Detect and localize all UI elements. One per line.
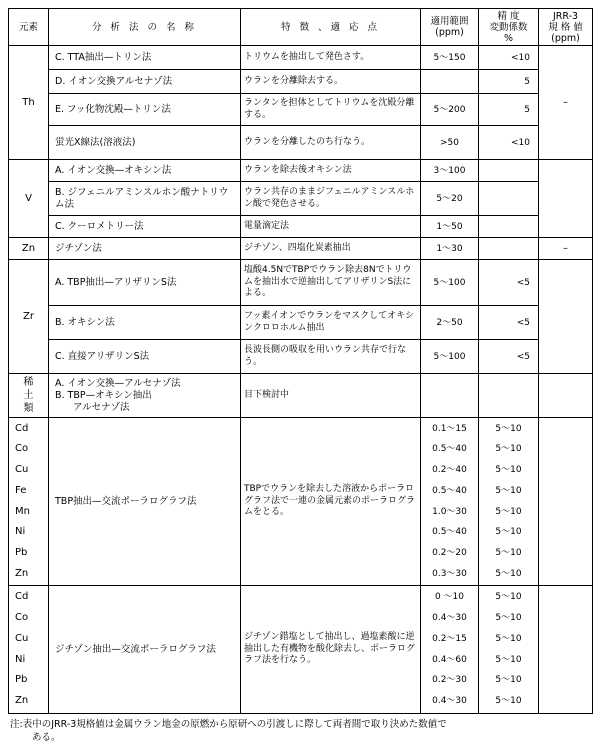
element-list	[9, 587, 48, 711]
element-symbol: Mn	[15, 505, 30, 517]
range-value: 0 〜10	[434, 592, 465, 603]
jrr-cell	[539, 418, 593, 586]
element-symbol: Ni	[15, 653, 26, 665]
header-jrr-line3: (ppm)	[551, 32, 580, 44]
table-row	[9, 182, 593, 216]
table-row	[9, 306, 593, 340]
variation-cell: <10	[479, 126, 539, 160]
header-variation-line2: 変動係数	[489, 21, 528, 33]
method-cell: D. イオン交換アルセナゾ法	[49, 70, 241, 94]
feature-cell: 長波長側の吸収を用いウラン共存で行なう。	[241, 340, 421, 374]
element-list-tbp	[9, 418, 49, 586]
table-row	[9, 418, 593, 586]
variation-value: 5〜10	[495, 675, 522, 686]
range-value: 0.5〜40	[432, 485, 467, 496]
range-value: 0.2〜20	[432, 547, 467, 558]
analysis-methods-table	[8, 8, 593, 714]
variation-cell: 5	[479, 94, 539, 126]
range-value: 0.2〜40	[432, 465, 467, 476]
table-row	[9, 260, 593, 306]
rare-earth-char2: 土	[23, 390, 34, 401]
variation-value: 5〜10	[495, 465, 522, 476]
range-cell	[421, 418, 479, 586]
header-jrr	[539, 9, 593, 46]
variation-value: 5〜10	[495, 485, 522, 496]
rare-earth-method-b: B. TBP—オキシン抽出	[55, 389, 152, 401]
range-cell	[421, 70, 479, 94]
jrr-zr	[539, 260, 593, 374]
method-cell: A. イオン交換—オキシン法	[49, 160, 241, 182]
header-variation-line3: %	[503, 32, 514, 44]
method-cell: C. TTA抽出—トリン法	[49, 46, 241, 70]
feature-cell: ランタンを担体としてトリウムを沈殿分離する。	[241, 94, 421, 126]
jrr-zn: –	[539, 238, 593, 260]
variation-cell	[479, 418, 539, 586]
jrr-th: –	[539, 46, 593, 160]
feature-cell: ウラン共存のままジフェニルアミンスルホン酸で発色させる。	[241, 182, 421, 216]
range-cell: 5〜100	[421, 260, 479, 306]
variation-cell	[479, 586, 539, 714]
footnote-line2: ある。	[32, 732, 61, 743]
table-row	[9, 216, 593, 238]
range-cell	[421, 374, 479, 418]
feature-cell: ウランを分離除去する。	[241, 70, 421, 94]
feature-cell: ウランを除去後オキシン法	[241, 160, 421, 182]
range-value: 0.5〜40	[432, 444, 467, 455]
element-symbol: Zn	[15, 694, 29, 706]
range-cell: 5〜100	[421, 340, 479, 374]
footnote-line1: 注:表中のJRR-3規格値は金属ウラン地金の原燃から原研への引渡しに際して両者間で取り決めた数値で	[10, 719, 447, 730]
variation-cell	[479, 374, 539, 418]
element-symbol: Cd	[15, 422, 29, 434]
element-symbol: Cu	[15, 632, 29, 644]
variation-cell: 5	[479, 70, 539, 94]
table-row	[9, 160, 593, 182]
element-symbol: Co	[15, 612, 29, 624]
method-cell: 蛍光X線法(溶液法)	[49, 126, 241, 160]
variation-cell: <5	[479, 260, 539, 306]
method-cell: ジチゾン抽出—交流ポーラログラフ法	[49, 586, 241, 714]
table-row	[9, 586, 593, 714]
range-cell: 3〜100	[421, 160, 479, 182]
header-row	[9, 9, 593, 46]
element-symbol: Fe	[15, 484, 27, 496]
variation-value: 5〜10	[495, 613, 522, 624]
variation-cell: <5	[479, 306, 539, 340]
range-value: 0.1〜15	[432, 423, 467, 434]
rare-earth-char3: 類	[23, 403, 34, 414]
header-variation-line1: 精 度	[497, 10, 520, 22]
range-cell: >50	[421, 126, 479, 160]
range-cell: 1〜30	[421, 238, 479, 260]
range-value: 0.2〜15	[432, 633, 467, 644]
table-row	[9, 94, 593, 126]
header-range-line2: (ppm)	[435, 27, 464, 38]
footnote	[8, 718, 592, 744]
variation-list	[482, 587, 535, 711]
variation-cell: <10	[479, 46, 539, 70]
header-features: 特 徴 、適 応 点	[241, 9, 421, 46]
element-symbol: Ni	[15, 526, 26, 538]
element-zr: Zr	[9, 260, 49, 374]
header-element: 元素	[9, 9, 49, 46]
header-variation	[479, 9, 539, 46]
jrr-cell	[539, 374, 593, 418]
method-cell: C. クーロメトリー法	[49, 216, 241, 238]
range-list	[424, 587, 475, 711]
feature-cell: TBPでウランを除去した溶液からポーラログラフ法で一連の金属元素のポーラログラムをとる。	[241, 418, 421, 586]
range-value: 0.2〜30	[432, 675, 467, 686]
range-value: 0.4〜30	[432, 695, 467, 706]
range-cell: 1〜50	[421, 216, 479, 238]
element-v: V	[9, 160, 49, 238]
jrr-cell	[539, 586, 593, 714]
range-value: 0.4〜60	[432, 654, 467, 665]
range-cell: 5〜20	[421, 182, 479, 216]
variation-value: 5〜10	[495, 547, 522, 558]
element-symbol: Zn	[15, 567, 29, 579]
variation-cell	[479, 182, 539, 216]
feature-cell: ジチゾン、四塩化炭素抽出	[241, 238, 421, 260]
element-list-dithizone	[9, 586, 49, 714]
jrr-v	[539, 160, 593, 238]
table-row	[9, 340, 593, 374]
header-jrr-line1: JRR-3	[552, 10, 579, 22]
variation-value: 5〜10	[495, 654, 522, 665]
analysis-methods-sheet	[8, 8, 592, 744]
element-th: Th	[9, 46, 49, 160]
method-cell: TBP抽出—交流ポーラログラフ法	[49, 418, 241, 586]
variation-cell	[479, 216, 539, 238]
method-cell: B. ジフェニルアミンスルホン酸ナトリウム法	[49, 182, 241, 216]
table-row	[9, 126, 593, 160]
table-row	[9, 46, 593, 70]
method-cell: ジチゾン法	[49, 238, 241, 260]
table-row	[9, 374, 593, 418]
method-cell: A. TBP抽出—アリザリンS法	[49, 260, 241, 306]
range-value: 0.3〜30	[432, 568, 467, 579]
header-method: 分 析 法 の 名 称	[49, 9, 241, 46]
feature-cell: トリウムを抽出して発色さす。	[241, 46, 421, 70]
element-list	[9, 419, 48, 585]
range-cell	[421, 586, 479, 714]
variation-value: 5〜10	[495, 695, 522, 706]
rare-earth-method-b2: アルセナゾ法	[73, 401, 130, 413]
feature-cell: 目下検討中	[241, 374, 421, 418]
element-symbol: Cu	[15, 464, 29, 476]
range-value: 0.4〜30	[432, 613, 467, 624]
range-value: 1.0〜30	[432, 506, 467, 517]
range-value: 0.5〜40	[432, 527, 467, 538]
element-symbol: Pb	[15, 674, 28, 686]
feature-cell: 電量滴定法	[241, 216, 421, 238]
element-rare-earth	[9, 374, 49, 418]
element-symbol: Cd	[15, 591, 29, 603]
feature-cell: 塩酸4.5NでTBPでウラン除去8Nでトリウムを抽出水で逆抽出してアリザリンS法による。	[241, 260, 421, 306]
variation-value: 5〜10	[495, 568, 522, 579]
variation-cell	[479, 238, 539, 260]
header-range	[421, 9, 479, 46]
range-list	[424, 419, 475, 585]
method-cell: C. 直接アリザリンS法	[49, 340, 241, 374]
header-range-line1: 適用範囲	[430, 16, 469, 27]
variation-cell: <5	[479, 340, 539, 374]
feature-cell: フッ素イオンでウランをマスクしてオキシンクロロホルム抽出	[241, 306, 421, 340]
element-symbol: Pb	[15, 546, 28, 558]
variation-value: 5〜10	[495, 506, 522, 517]
variation-list	[482, 419, 535, 585]
header-jrr-line2: 規 格 値	[548, 21, 583, 33]
variation-value: 5〜10	[495, 527, 522, 538]
element-symbol: Co	[15, 443, 29, 455]
rare-earth-method-a: A. イオン交換—アルセナゾ法	[55, 377, 181, 389]
variation-value: 5〜10	[495, 633, 522, 644]
method-cell: E. フッ化物沈殿—トリン法	[49, 94, 241, 126]
rare-earth-char1: 稀	[23, 377, 34, 388]
variation-cell	[479, 160, 539, 182]
table-row	[9, 238, 593, 260]
method-cell: B. オキシン法	[49, 306, 241, 340]
range-cell: 5〜200	[421, 94, 479, 126]
table-row	[9, 70, 593, 94]
method-cell	[49, 374, 241, 418]
variation-value: 5〜10	[495, 592, 522, 603]
element-zn: Zn	[9, 238, 49, 260]
feature-cell: ジチゾン錯塩として抽出し、過塩素酸に逆抽出した有機物を酸化除去し、ポーラログラフ法を行なう。	[241, 586, 421, 714]
variation-value: 5〜10	[495, 423, 522, 434]
range-cell: 2〜50	[421, 306, 479, 340]
range-cell: 5〜150	[421, 46, 479, 70]
feature-cell: ウランを分離したのち行なう。	[241, 126, 421, 160]
variation-value: 5〜10	[495, 444, 522, 455]
